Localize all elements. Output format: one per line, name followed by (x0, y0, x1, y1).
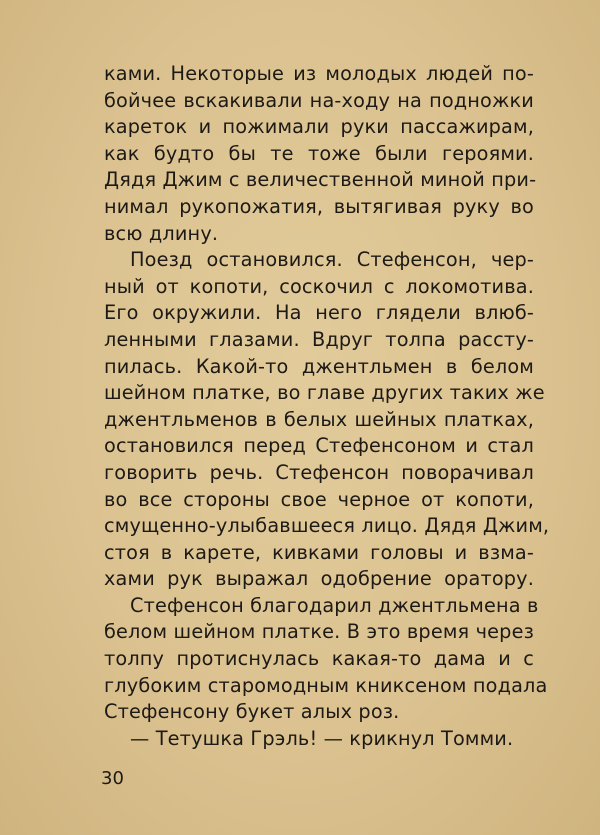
text-line: говорить речь. Стефенсон поворачивал (104, 460, 534, 484)
text-line: Поезд остановился. Стефенсон, чер- (130, 248, 534, 272)
text-line: бойчее вскакивали на-ходу на подножки (104, 88, 534, 112)
text-line: Стефенсону букет алых роз. (104, 700, 400, 724)
text-line: всю длину. (104, 221, 219, 245)
text-line: джентльменов в белых шейных платках, (104, 407, 534, 431)
text-line: белом шейном платке. В это время через (104, 620, 534, 644)
text-line: ный от копоти, соскочил с локомотива. (104, 274, 534, 298)
text-line: пилась. Какой-то джентльмен в белом (104, 354, 534, 378)
body-text (104, 61, 550, 752)
text-line: ленными глазами. Вдруг толпа рассту- (104, 327, 534, 351)
text-line: кареток и пожимали руки пассажирам, (104, 115, 534, 139)
text-line: Его окружили. На него глядели влюб- (104, 301, 534, 325)
text-line: — Тетушка Грэль! — крикнул Томми. (130, 726, 514, 750)
text-line: стоя в карете, кивками головы и взма- (104, 540, 534, 564)
text-line: глубоким старомодным книксеном подала (104, 673, 548, 697)
text-line: шейном платке, во главе других таких же (104, 381, 545, 405)
text-line: Стефенсон благодарил джентльмена в (130, 593, 539, 617)
text-line: хами рук выражал одобрение оратору. (104, 567, 534, 591)
text-line: нимал рукопожатия, вытягивая руку во (104, 194, 534, 218)
text-line: во все стороны свое черное от копоти, (104, 487, 534, 511)
text-line: Дядя Джим с величественной миной при- (104, 168, 537, 192)
text-line: ками. Некоторые из молодых людей по- (104, 62, 534, 85)
page-number: 30 (101, 768, 124, 789)
text-line: толпу протиснулась какая-то дама и с (104, 647, 534, 671)
text-line: как будто бы те тоже были героями. (104, 141, 534, 165)
text-line: остановился перед Стефенсоном и стал (104, 434, 534, 458)
text-line: смущенно-улыбавшееся лицо. Дядя Джим, (104, 514, 550, 538)
